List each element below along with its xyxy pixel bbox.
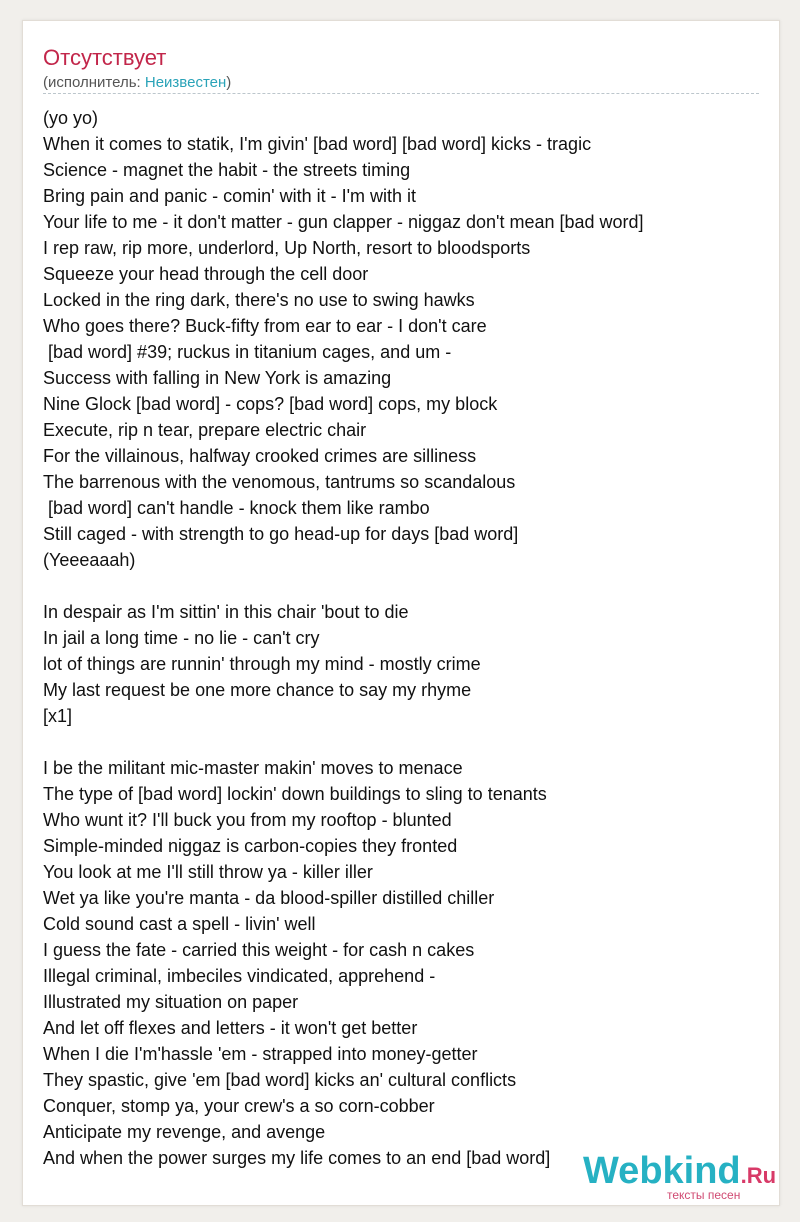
artist-line: [43, 74, 231, 92]
lyric-line: Simple-minded niggaz is carbon-copies they fronted: [43, 836, 458, 856]
lyric-line: Locked in the ring dark, there's no use to swing hawks: [43, 290, 475, 310]
lyric-line: The type of [bad word] lockin' down buildings to sling to tenants: [43, 784, 547, 804]
lyric-line: Squeeze your head through the cell door: [43, 264, 369, 284]
lyric-line: [x1]: [43, 706, 73, 726]
lyric-blank-line: [43, 729, 769, 755]
lyric-line: Cold sound cast a spell - livin' well: [43, 914, 316, 934]
lyric-line: Anticipate my revenge, and avenge: [43, 1122, 326, 1142]
lyric-line: My last request be one more chance to say my rhyme: [43, 680, 472, 700]
lyric-line: I be the militant mic-master makin' moves to menace: [43, 758, 463, 778]
lyric-line: Bring pain and panic - comin' with it - I'm with it: [43, 186, 417, 206]
lyric-line: When it comes to statik, I'm givin' [bad word] [bad word] kicks - tragic: [43, 134, 592, 154]
watermark-tagline: тексты песен: [667, 1188, 741, 1202]
webkind-watermark-logo: [583, 1151, 780, 1206]
lyric-line: They spastic, give 'em [bad word] kicks an' cultural conflicts: [43, 1070, 517, 1090]
lyric-blank-line: [43, 573, 769, 599]
lyric-line: Nine Glock [bad word] - cops? [bad word] cops, my block: [43, 394, 498, 414]
song-title: Отсутствует: [43, 45, 167, 70]
lyric-line: Science - magnet the habit - the streets timing: [43, 160, 411, 180]
lyrics-body: [43, 105, 769, 1171]
watermark-brand-name: Webkind: [583, 1150, 741, 1192]
lyric-line: lot of things are runnin' through my mind - mostly crime: [43, 654, 481, 674]
lyric-line: Conquer, stomp ya, your crew's a so corn-cobber: [43, 1096, 435, 1116]
lyric-line: In despair as I'm sittin' in this chair 'bout to die: [43, 602, 409, 622]
lyric-line: [bad word] can't handle - knock them like rambo: [43, 498, 430, 518]
lyric-line: Illustrated my situation on paper: [43, 992, 299, 1012]
lyric-line: (Yeeeaaah): [43, 550, 136, 570]
lyric-line: The barrenous with the venomous, tantrums so scandalous: [43, 472, 516, 492]
lyric-line: Execute, rip n tear, prepare electric chair: [43, 420, 367, 440]
lyric-line: And when the power surges my life comes to an end [bad word]: [43, 1148, 551, 1168]
lyric-line: In jail a long time - no lie - can't cry: [43, 628, 320, 648]
lyric-line: I rep raw, rip more, underlord, Up North, resort to bloodsports: [43, 238, 531, 258]
watermark-tld: .Ru: [740, 1163, 777, 1188]
artist-prefix: (исполнитель:: [43, 74, 145, 91]
lyric-line: For the villainous, halfway crooked crimes are silliness: [43, 446, 477, 466]
lyric-line: And let off flexes and letters - it won't get better: [43, 1018, 418, 1038]
lyric-line: When I die I'm'hassle 'em - strapped into money-getter: [43, 1044, 478, 1064]
lyric-line: Your life to me - it don't matter - gun clapper - niggaz don't mean [bad word]: [43, 212, 644, 232]
lyric-line: Still caged - with strength to go head-up for days [bad word]: [43, 524, 519, 544]
lyric-line: Wet ya like you're manta - da blood-spiller distilled chiller: [43, 888, 495, 908]
lyric-line: Success with falling in New York is amazing: [43, 368, 392, 388]
lyric-line: Illegal criminal, imbeciles vindicated, apprehend -: [43, 966, 436, 986]
lyric-line: Who wunt it? I'll buck you from my rooftop - blunted: [43, 810, 452, 830]
lyric-line: Who goes there? Buck-fifty from ear to ear - I don't care: [43, 316, 487, 336]
artist-link[interactable]: Неизвестен: [144, 74, 227, 91]
lyric-line: You look at me I'll still throw ya - killer iller: [43, 862, 373, 882]
artist-suffix: ): [226, 74, 232, 91]
lyric-line: (yo yo): [43, 108, 99, 128]
lyric-line: [bad word] #39; ruckus in titanium cages, and um -: [43, 342, 452, 362]
lyrics-page: [22, 20, 780, 1206]
header-divider: [43, 93, 759, 94]
lyric-line: I guess the fate - carried this weight - for cash n cakes: [43, 940, 475, 960]
